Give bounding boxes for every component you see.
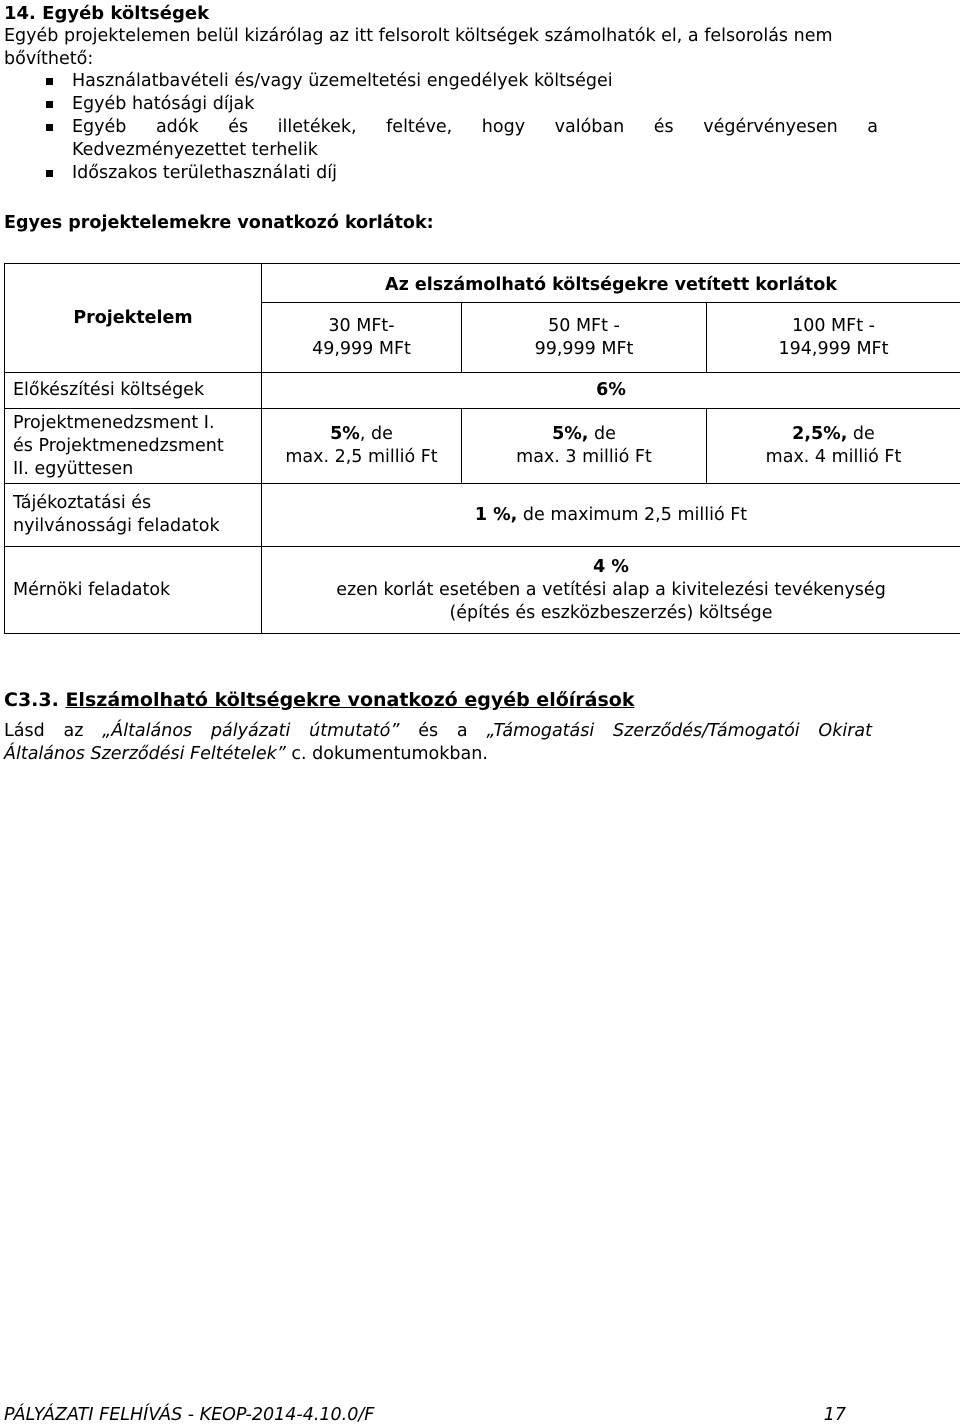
header-range-3: 100 MFt - 194,999 MFt bbox=[707, 303, 960, 373]
list-item: Időszakos területhasználati díj bbox=[4, 162, 878, 185]
table-row bbox=[5, 373, 960, 409]
row-value: 6% bbox=[262, 373, 960, 409]
limits-table bbox=[4, 263, 960, 634]
footer-title: PÁLYÁZATI FELHÍVÁS - KEOP-2014-4.10.0/F bbox=[4, 1405, 375, 1425]
page-footer bbox=[4, 1404, 846, 1427]
list-item: Egyéb hatósági díjak bbox=[4, 93, 878, 116]
list-item: Használatbavételi és/vagy üzemeltetési engedélyek költségei bbox=[4, 70, 878, 93]
header-range-2: 50 MFt - 99,999 MFt bbox=[462, 303, 707, 373]
square-bullet-icon bbox=[46, 78, 53, 85]
row-value: 2,5%, de max. 4 millió Ft bbox=[707, 409, 960, 484]
row-value: 1 %, de maximum 2,5 millió Ft bbox=[262, 484, 960, 547]
square-bullet-icon bbox=[46, 101, 53, 108]
square-bullet-icon bbox=[46, 170, 53, 177]
header-projektelem: Projektelem bbox=[5, 264, 262, 373]
row-value: 5%, de max. 3 millió Ft bbox=[462, 409, 707, 484]
page-number: 17 bbox=[823, 1405, 846, 1425]
section-heading: 14. Egyéb költségek bbox=[4, 3, 210, 24]
row-value: 4 % ezen korlát esetében a vetítési alap a kivitelezési tevékenység (építés és eszközbeszerzés) költsége bbox=[262, 547, 960, 634]
limits-subheading: Egyes projektelemekre vonatkozó korlátok: bbox=[4, 213, 434, 233]
list-item: Egyéb adók és illetékek, feltéve, hogy valóban és végérvényesen a Kedvezményezettet terhelik bbox=[4, 116, 878, 162]
row-label: Előkészítési költségek bbox=[5, 373, 262, 409]
square-bullet-icon bbox=[46, 124, 53, 131]
row-label: Tájékoztatási és nyilvánossági feladatok bbox=[5, 484, 262, 547]
row-value: 5%, de max. 2,5 millió Ft bbox=[262, 409, 462, 484]
header-limits-group: Az elszámolható költségekre vetített korlátok bbox=[262, 264, 960, 303]
row-label: Mérnöki feladatok bbox=[5, 547, 262, 634]
row-label: Projektmenedzsment I. és Projektmenedzsment II. együttesen bbox=[5, 409, 262, 484]
section-c33-title: C3.3. Elszámolható költségekre vonatkozó egyéb előírások bbox=[4, 689, 635, 711]
table-row bbox=[5, 409, 960, 484]
intro-paragraph: Egyéb projektelemen belül kizárólag az itt felsorolt költségek számolhatók el, a felsorolás nem bővíthető: bbox=[4, 26, 833, 69]
table-row bbox=[5, 547, 960, 634]
header-range-1: 30 MFt- 49,999 MFt bbox=[262, 303, 462, 373]
table-row bbox=[5, 484, 960, 547]
section-c33-body: Lásd az „Általános pályázati útmutató” és a „Támogatási Szerződés/Támogatói Okirat Általános Szerződési Feltételek” c. dokumentumokban. bbox=[4, 721, 872, 764]
cost-list bbox=[4, 70, 878, 185]
